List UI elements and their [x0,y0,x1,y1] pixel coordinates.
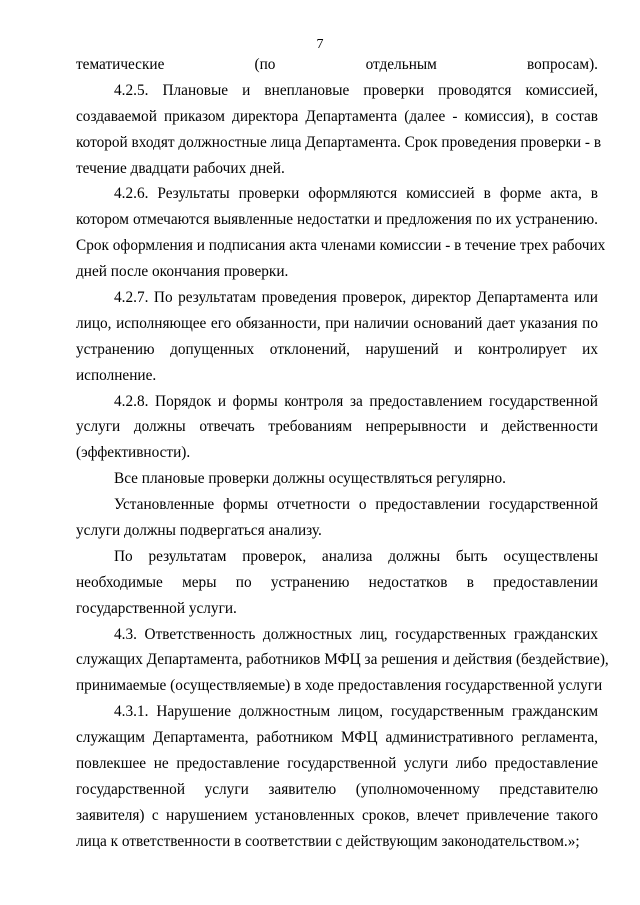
paragraph-reporting-forms [76,492,598,544]
text-line: 4.2.6. Результаты проверки оформляются комиссией в форме акта, в [114,185,598,203]
paragraph-4-3-1 [76,699,598,854]
text-line: услуги должны подвергаться анализу. [76,522,322,540]
text-line: По результатам проверок, анализа должны быть осуществлены [114,547,598,565]
text-line: 4.2.5. Плановые и внеплановые проверки проводятся комиссией, [114,81,598,99]
text-line: 4.3. Ответственность должностных лиц, государственных гражданских [114,625,598,643]
text-line: тематические (по отдельным вопросам). [76,56,598,73]
text-line: служащим Департамента, работником МФЦ административного регламента, [76,729,598,747]
paragraph-4-2-5 [76,78,602,182]
text-line: которой входят должностные лица Департамента. Срок проведения проверки - в [76,133,602,151]
paragraph-4-3-heading [76,622,609,700]
text-line: устранению допущенных отклонений, нарушений и контролирует их [76,340,598,358]
text-line: повлекшее не предоставление государственной услуги либо предоставление [76,755,598,773]
text-line: необходимые меры по устранению недостатков в предоставлении [76,573,598,591]
text-line: 4.3.1. Нарушение должностным лицом, государственным гражданским [114,703,598,721]
text-line: 4.2.7. По результатам проведения проверок, директор Департамента или [114,289,598,307]
text-line: принимаемые (осуществляемые) в ходе предоставления государственной услуги [76,677,603,695]
text-line: заявителя) с нарушением установленных сроков, влечет привлечение такого [76,806,598,824]
text-line: государственной услуги заявителю (уполномоченному представителю [76,780,598,798]
paragraph-measures [76,544,598,622]
paragraph-continuation [76,52,598,78]
text-line: Все плановые проверки должны осуществляться регулярно. [114,470,506,488]
text-line: лица к ответственности в соответствии с действующим законодательством.»; [76,832,580,850]
text-line: государственной услуги. [76,599,237,617]
text-line: (эффективности). [76,444,191,462]
text-line: лицо, исполняющее его обязанности, при наличии оснований дает указания по [76,314,598,332]
paragraph-regular-checks [76,466,598,492]
text-line: 4.2.8. Порядок и формы контроля за предоставлением государственной [114,392,598,410]
text-line: Срок оформления и подписания акта членами комиссии - в течение трех рабочих [76,237,606,255]
text-line: Установленные формы отчетности о предоставлении государственной [114,496,598,514]
paragraph-4-2-7 [76,285,598,389]
document-body [76,52,609,855]
text-line: исполнение. [76,366,157,384]
text-line: течение двадцати рабочих дней. [76,159,285,177]
text-line: услуги должны отвечать требованиям непрерывности и действенности [76,418,598,436]
paragraph-4-2-8 [76,389,598,467]
text-line: котором отмечаются выявленные недостатки и предложения по их устранению. [76,211,598,229]
page-number: 7 [316,37,324,52]
paragraph-4-2-6 [76,181,606,285]
text-line: создаваемой приказом директора Департамента (далее - комиссия), в состав [76,107,598,125]
text-line: служащих Департамента, работников МФЦ за решения и действия (бездействие), [76,651,609,669]
text-line: дней после окончания проверки. [76,263,289,281]
